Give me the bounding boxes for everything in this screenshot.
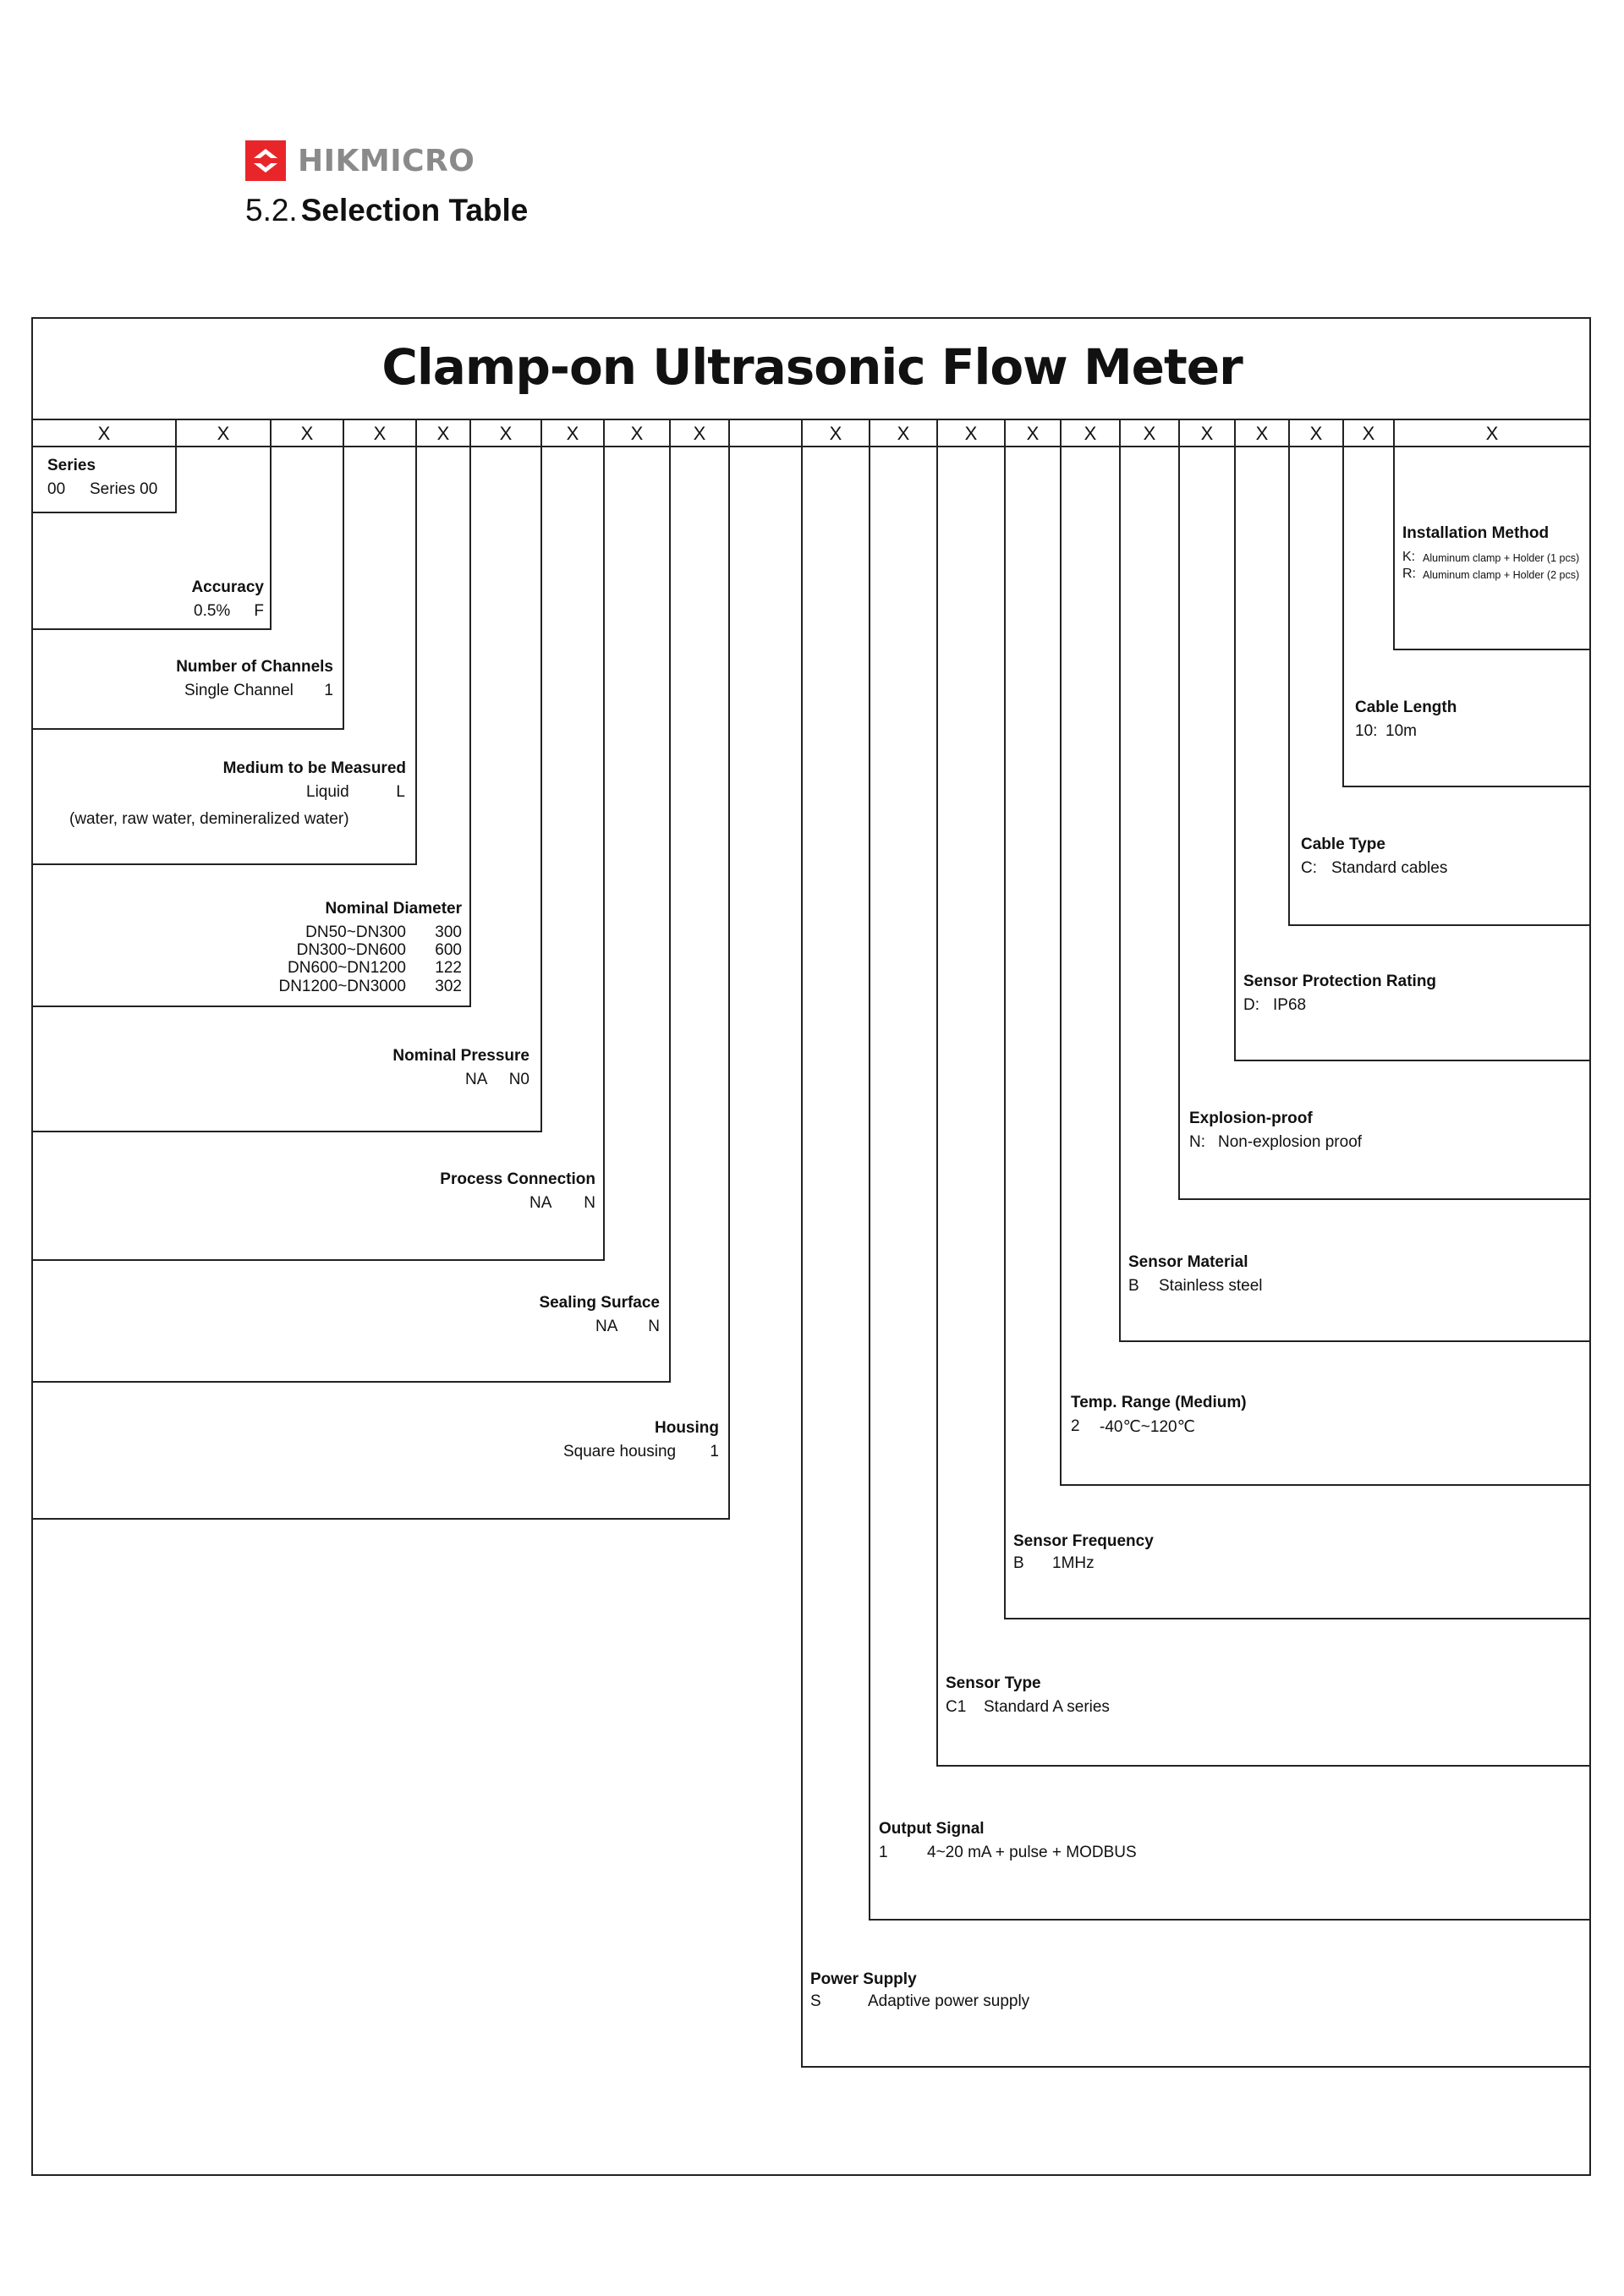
temp-code: 2 (1071, 1417, 1080, 1435)
cable-type-code: C: (1301, 859, 1317, 877)
explosion-title: Explosion-proof (1189, 1110, 1313, 1127)
protection-value: IP68 (1273, 996, 1307, 1014)
output-title: Output Signal (879, 1820, 985, 1838)
diameter-range-1: DN50~DN300 (305, 923, 406, 941)
diameter-title: Nominal Diameter (325, 900, 462, 918)
housing-title: Housing (655, 1419, 719, 1437)
sealing-title: Sealing Surface (539, 1294, 660, 1312)
code-cell-2: X (217, 423, 230, 444)
series-title: Series (47, 457, 96, 474)
code-cell-11: X (897, 423, 910, 444)
installation-code-2: R: (1402, 567, 1416, 581)
code-cell-8: X (630, 423, 644, 444)
housing-value: Square housing (563, 1443, 677, 1460)
material-title: Sensor Material (1128, 1253, 1248, 1271)
code-cell-18: X (1309, 423, 1323, 444)
diameter-range-4: DN1200~DN3000 (278, 978, 406, 995)
installation-code-1: K: (1402, 550, 1416, 564)
code-cell-5: X (436, 423, 450, 444)
diameter-code-3: 122 (435, 959, 462, 977)
installation-title: Installation Method (1402, 524, 1550, 542)
sealing-code: N (648, 1318, 660, 1335)
protection-code: D: (1243, 996, 1259, 1014)
channels-title: Number of Channels (176, 658, 333, 676)
output-code: 1 (879, 1844, 888, 1861)
frequency-value: 1MHz (1052, 1554, 1095, 1572)
accuracy-code: F (254, 602, 264, 620)
temp-title: Temp. Range (Medium) (1071, 1394, 1247, 1411)
material-code: B (1128, 1277, 1139, 1295)
code-cell-12: X (964, 423, 978, 444)
sheet-title: Clamp-on Ultrasonic Flow Meter (381, 338, 1243, 396)
pressure-value: NA (465, 1071, 488, 1088)
series-code: 00 (47, 480, 66, 498)
diameter-range-2: DN300~DN600 (296, 941, 406, 959)
brand-name: HIKMICRO (298, 143, 475, 178)
power-title: Power Supply (810, 1970, 917, 1988)
sensor-type-title: Sensor Type (946, 1674, 1041, 1692)
protection-title: Sensor Protection Rating (1243, 973, 1437, 990)
code-cell-9: X (693, 423, 706, 444)
installation-value-2: Aluminum clamp + Holder (2 pcs) (1423, 569, 1580, 581)
code-cell-6: X (499, 423, 513, 444)
code-cell-separator (729, 423, 802, 445)
explosion-value: Non-explosion proof (1218, 1133, 1363, 1151)
housing-code: 1 (710, 1443, 719, 1460)
connection-title: Process Connection (440, 1170, 595, 1188)
diameter-code-2: 600 (435, 941, 462, 959)
code-cell-4: X (373, 423, 387, 444)
frequency-title: Sensor Frequency (1013, 1532, 1154, 1550)
frequency-code: B (1013, 1554, 1024, 1572)
power-code: S (810, 1992, 821, 2010)
installation-value-1: Aluminum clamp + Holder (1 pcs) (1423, 552, 1580, 564)
cable-type-title: Cable Type (1301, 836, 1385, 853)
cable-type-value: Standard cables (1331, 859, 1448, 877)
medium-title: Medium to be Measured (222, 759, 406, 777)
power-value: Adaptive power supply (868, 1992, 1030, 2010)
code-cell-13: X (1026, 423, 1040, 444)
code-cell-14: X (1084, 423, 1097, 444)
sensor-type-code: C1 (946, 1698, 967, 1716)
channels-value: Single Channel (184, 682, 294, 699)
section-title: Selection Table (300, 193, 529, 227)
material-value: Stainless steel (1159, 1277, 1263, 1295)
code-cell-16: X (1200, 423, 1214, 444)
medium-code: L (396, 783, 405, 801)
medium-value: Liquid (306, 783, 349, 801)
output-value: 4~20 mA + pulse + MODBUS (927, 1844, 1137, 1861)
diameter-code-4: 302 (435, 978, 462, 995)
code-cell-19: X (1362, 423, 1375, 444)
channels-code: 1 (324, 682, 333, 699)
connection-code: N (584, 1194, 595, 1212)
cable-length-title: Cable Length (1355, 699, 1457, 716)
series-value: Series 00 (90, 480, 158, 498)
sealing-value: NA (595, 1318, 618, 1335)
code-cell-1: X (97, 423, 111, 444)
connection-value: NA (529, 1194, 552, 1212)
pressure-title: Nominal Pressure (392, 1047, 529, 1065)
sensor-type-value: Standard A series (984, 1698, 1110, 1716)
section-number: 5.2. (245, 193, 298, 227)
code-cell-3: X (300, 423, 314, 444)
code-cell-17: X (1255, 423, 1269, 444)
diameter-range-3: DN600~DN1200 (288, 959, 406, 977)
diameter-code-1: 300 (435, 923, 462, 941)
cable-length-code: 10: (1355, 722, 1378, 740)
code-cell-15: X (1143, 423, 1156, 444)
cable-length-value: 10m (1385, 722, 1417, 740)
accuracy-title: Accuracy (191, 578, 264, 596)
code-cell-10: X (829, 423, 842, 444)
temp-value: -40℃~120℃ (1100, 1418, 1195, 1436)
pressure-code: N0 (508, 1071, 529, 1088)
explosion-code: N: (1189, 1133, 1205, 1151)
medium-note: (water, raw water, demineralized water) (69, 810, 349, 828)
code-cell-20: X (1485, 423, 1499, 444)
accuracy-value: 0.5% (194, 602, 231, 620)
code-cell-7: X (566, 423, 579, 444)
